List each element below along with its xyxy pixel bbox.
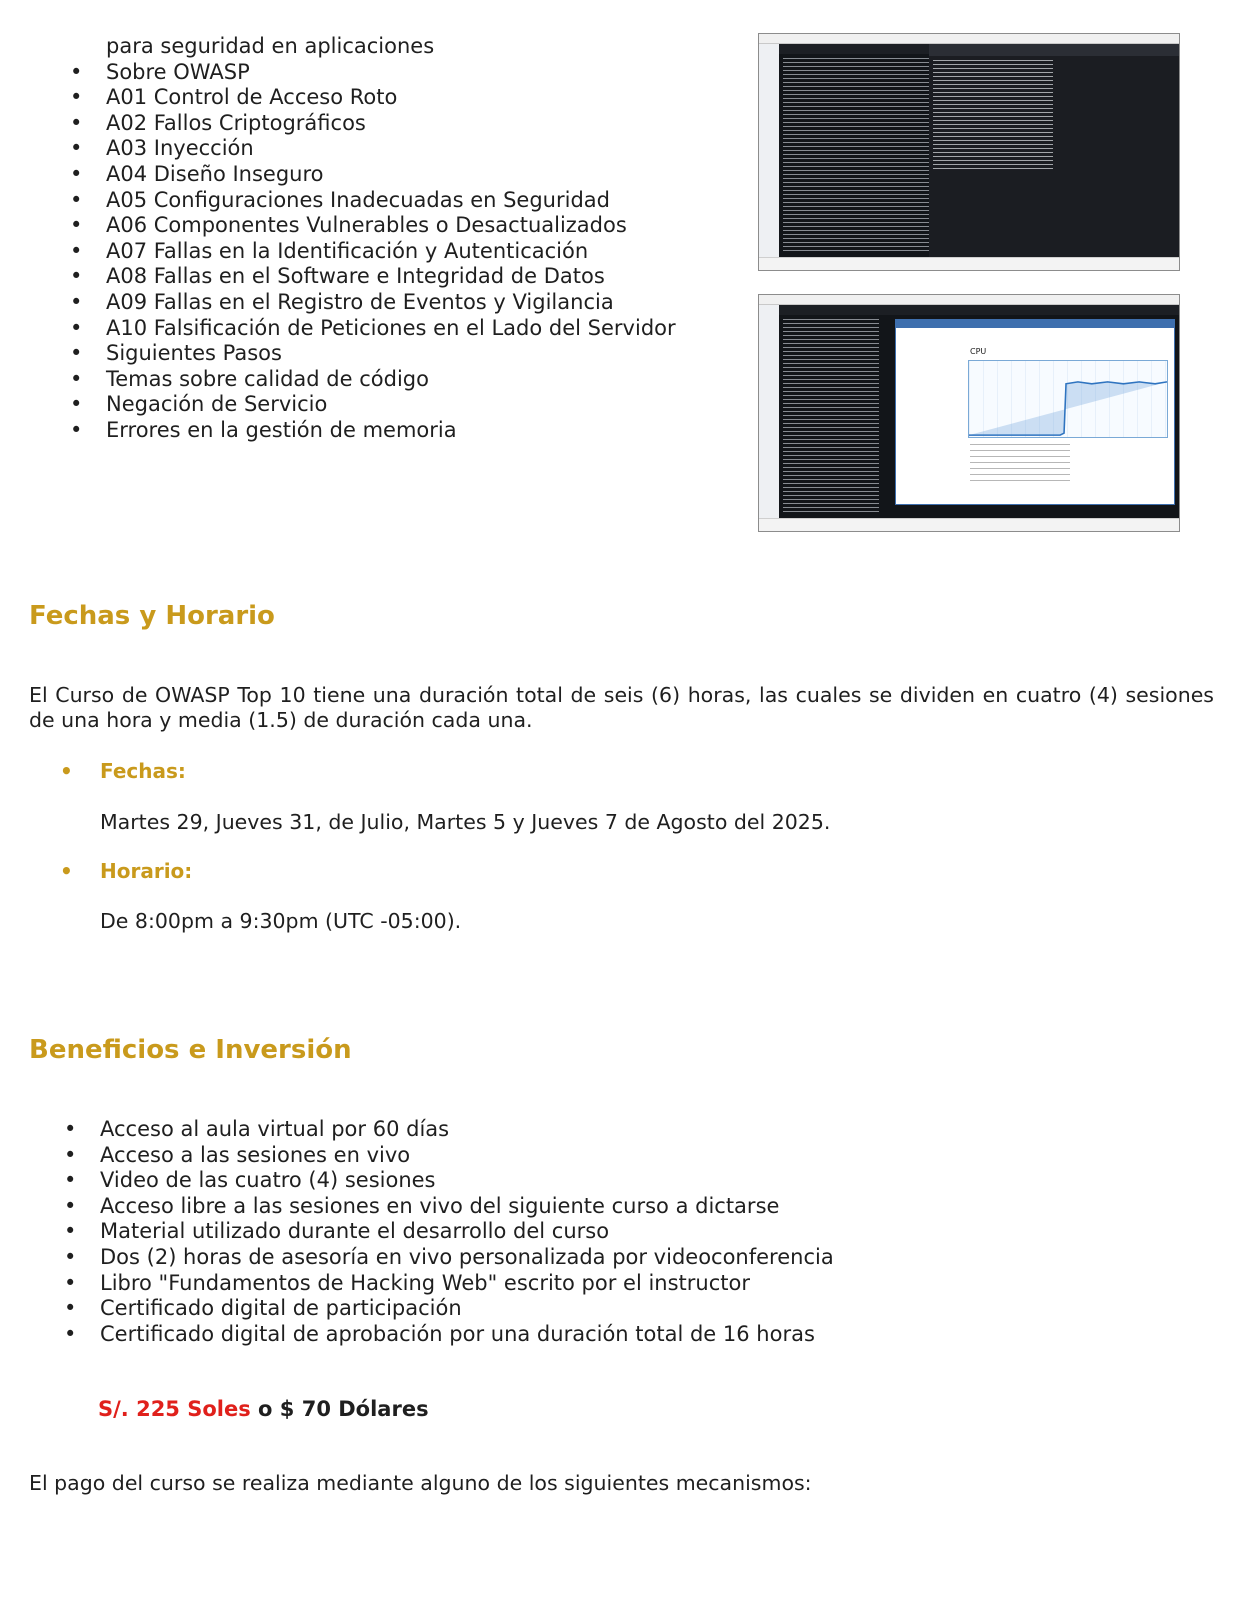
topic-item: • Temas sobre calidad de código <box>60 367 676 393</box>
topic-item: • A04 Diseño Inseguro <box>60 162 676 188</box>
price-dollars: o $ 70 Dólares <box>250 1397 429 1421</box>
terminal-panel <box>779 44 1179 258</box>
time-label-text: Horario: <box>100 859 193 883</box>
topic-item: • A02 Fallos Criptográficos <box>60 111 676 137</box>
os-taskbar <box>759 257 1179 270</box>
benefit-item: • Acceso libre a las sesiones en vivo del siguiente curso a dictarse <box>60 1194 834 1220</box>
task-manager-sidebar <box>900 350 960 484</box>
dates-label <box>60 759 186 783</box>
benefits-list <box>60 1117 834 1347</box>
benefit-item: • Video de las cuatro (4) sesiones <box>60 1168 834 1194</box>
cpu-usage-graph <box>968 360 1168 438</box>
benefit-item: • Libro "Fundamentos de Hacking Web" escrito por el instructor <box>60 1271 834 1297</box>
price-soles: S/. 225 Soles <box>98 1397 251 1421</box>
os-taskbar <box>759 518 1179 531</box>
window-sidebar <box>759 305 779 519</box>
topic-item: • A08 Fallas en el Software e Integridad de Datos <box>60 264 676 290</box>
time-label <box>60 859 192 883</box>
terminal-output <box>783 319 879 515</box>
benefits-heading: Beneficios e Inversión <box>29 1035 352 1065</box>
topic-item: • A07 Fallas en la Identificación y Autenticación <box>60 239 676 265</box>
task-manager-stats <box>970 444 1070 484</box>
price <box>98 1397 429 1421</box>
benefit-item: • Certificado digital de aprobación por una duración total de 16 horas <box>60 1322 834 1348</box>
window-titlebar <box>759 295 1179 305</box>
benefit-item: • Acceso a las sesiones en vivo <box>60 1143 834 1169</box>
dates-label-text: Fechas: <box>100 759 186 783</box>
screenshot-task-manager <box>758 294 1180 532</box>
browser-panel <box>929 44 1179 258</box>
topic-item: • Errores en la gestión de memoria <box>60 418 676 444</box>
browser-content <box>933 60 1053 170</box>
topic-item: • A03 Inyección <box>60 136 676 162</box>
topic-item: • A05 Configuraciones Inadecuadas en Seguridad <box>60 188 676 214</box>
screenshot-terminal-scan <box>758 33 1180 271</box>
topic-item: • A01 Control de Acceso Roto <box>60 85 676 111</box>
schedule-heading: Fechas y Horario <box>29 601 275 631</box>
dates-value: Martes 29, Jueves 31, de Julio, Martes 5 y Jueves 7 de Agosto del 2025. <box>100 810 831 834</box>
browser-address-bar <box>929 44 1179 56</box>
bullet-marker: • <box>60 759 73 783</box>
bullet-marker: • <box>60 859 73 883</box>
schedule-intro: El Curso de OWASP Top 10 tiene una duración total de seis (6) horas, las cuales se dividen en cuatro (4) sesiones de una hora y media (1.5) de duración cada una. <box>29 683 1214 732</box>
time-value: De 8:00pm a 9:30pm (UTC -05:00). <box>100 909 462 933</box>
window-titlebar <box>759 34 1179 44</box>
terminal-panel <box>779 305 1179 519</box>
topic-item: • A09 Fallas en el Registro de Eventos y Vigilancia <box>60 290 676 316</box>
benefit-item: • Dos (2) horas de asesoría en vivo personalizada por videoconferencia <box>60 1245 834 1271</box>
window-sidebar <box>759 44 779 258</box>
benefit-item: • Certificado digital de participación <box>60 1296 834 1322</box>
topic-item: • A06 Componentes Vulnerables o Desactualizados <box>60 213 676 239</box>
task-manager-cpu-label: CPU <box>970 347 987 356</box>
task-manager-window <box>895 319 1175 505</box>
terminal-menu-bar <box>779 305 1179 315</box>
topic-item: • Sobre OWASP <box>60 60 676 86</box>
topic-item: para seguridad en aplicaciones <box>106 34 435 58</box>
course-topics-list <box>60 34 676 444</box>
payment-intro: El pago del curso se realiza mediante alguno de los siguientes mecanismos: <box>29 1471 812 1495</box>
topic-item: • Siguientes Pasos <box>60 341 676 367</box>
benefit-item: • Acceso al aula virtual por 60 días <box>60 1117 834 1143</box>
topic-item: • A10 Falsificación de Peticiones en el Lado del Servidor <box>60 316 676 342</box>
task-manager-titlebar <box>896 320 1174 328</box>
benefit-item: • Material utilizado durante el desarrollo del curso <box>60 1219 834 1245</box>
topic-item: • Negación de Servicio <box>60 392 676 418</box>
